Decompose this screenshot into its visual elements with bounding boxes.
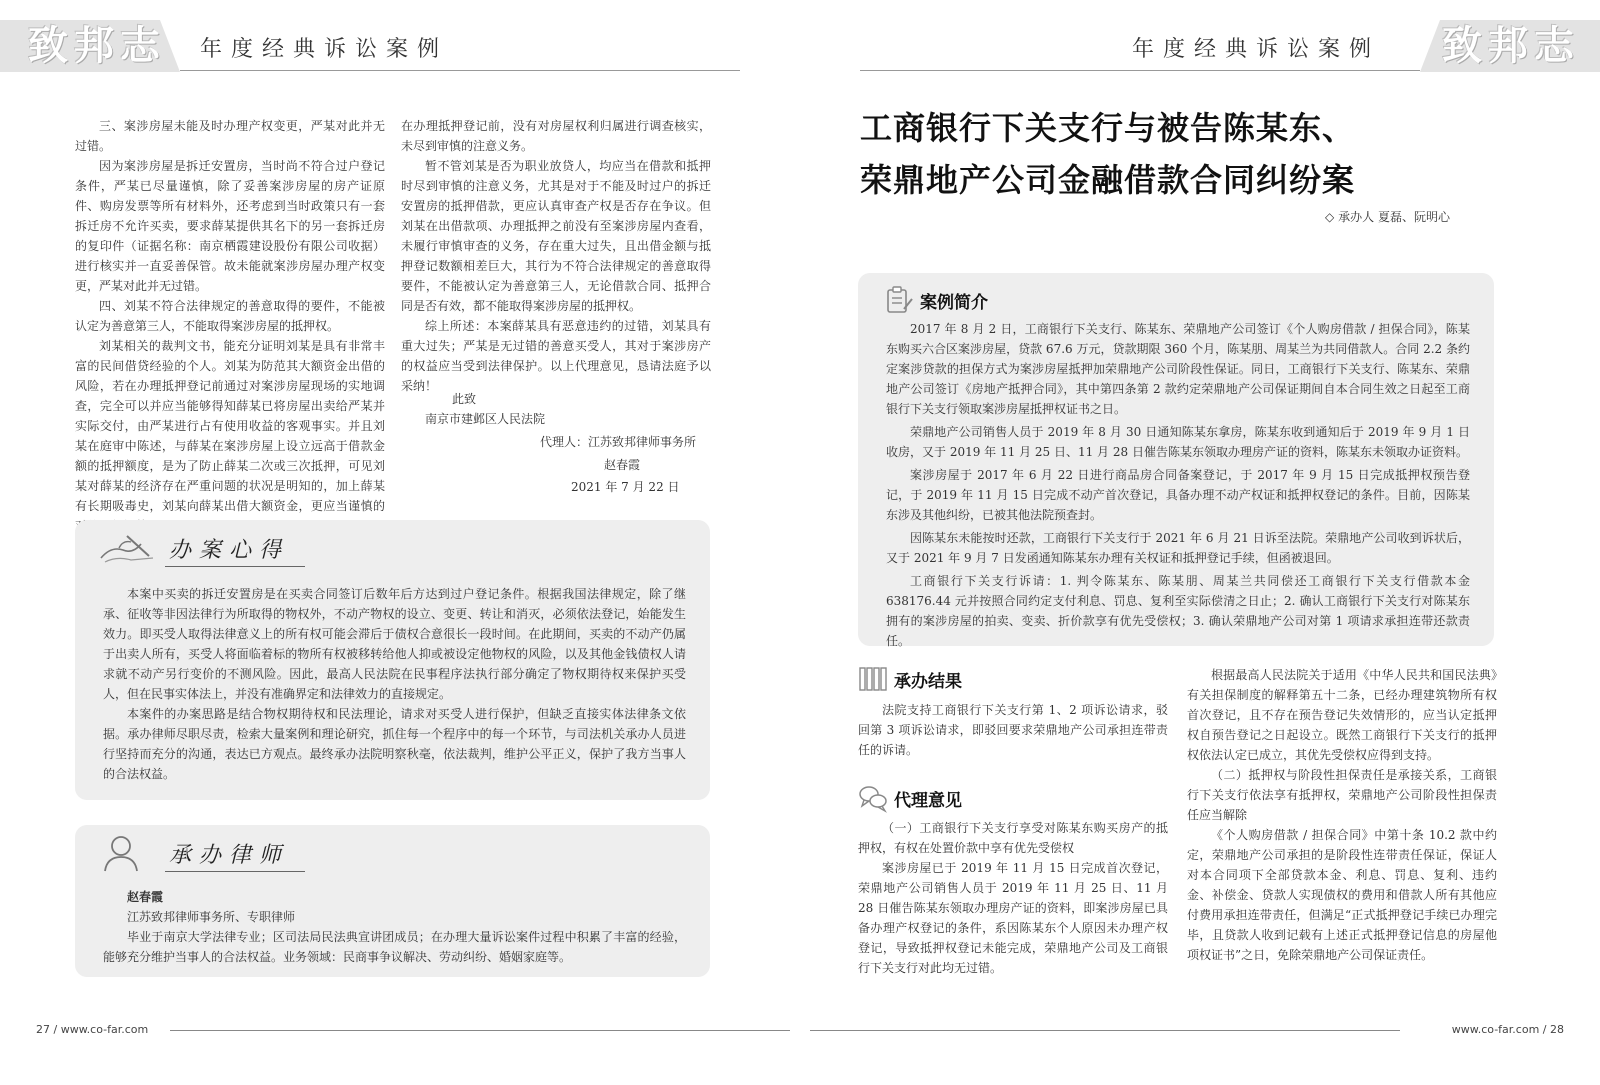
speech-bubbles-icon: [858, 783, 888, 813]
lawyer-body: [103, 887, 686, 967]
handlers-text: 承办人 夏磊、阮明心: [1338, 210, 1450, 224]
bars-icon: [858, 664, 888, 694]
opinion-heading: [858, 783, 962, 813]
footer-rule-right: [810, 1030, 1400, 1031]
footer-url-left[interactable]: / www.co-far.com: [53, 1023, 149, 1036]
paragraph: 荣鼎地产公司销售人员于 2019 年 8 月 30 日通知陈某东拿房，陈某东收到通知后于 2019 年 9 月 1 日收房，又于 2019 年 11 月 25 日、11 月 28 日催告陈某东领取办理房产证的资料，陈某东未领取办证资料。: [886, 425, 1470, 459]
result-body: [858, 700, 1168, 760]
diamond-icon: ◇: [1324, 210, 1335, 224]
right-page-column-2: [1187, 665, 1497, 965]
paragraph: 在办理抵押登记前，没有对房屋权利归属进行调查核实，未尽到审慎的注意义务。: [401, 119, 711, 153]
pen-hand-icon: [97, 528, 159, 572]
closing-agent: 代理人：江苏致邦律师事务所: [540, 435, 697, 449]
insights-heading: [97, 530, 305, 570]
paragraph: 因为案涉房屋是拆迁安置房，当时尚不符合过户登记条件，严某已尽量谨慎，除了妥善案涉房屋的房产证原件、购房发票等所有材料外，还考虑到当时政策只有一套拆迁房不允许买卖，要求薛某提供其名下的另一套拆迁房的复印件（证据名称：南京栖霞建设股份有限公司收据）进行核实并一直妥善保管。故未能就案涉房屋办理产权变更，严某对此并无过错。: [75, 159, 385, 293]
opinion-body: [858, 818, 1168, 978]
lawyer-affiliation: 江苏致邦律师事务所、专职律师: [127, 910, 296, 924]
insights-body: [103, 584, 686, 784]
header-rule-right: [860, 70, 1420, 71]
opinion-heading-label: 代理意见: [894, 790, 962, 811]
case-handlers: [1325, 208, 1450, 225]
closing-date: 2021 年 7 月 22 日: [571, 480, 680, 494]
case-intro-heading-label: 案例简介: [920, 292, 988, 313]
paragraph: 因陈某东未能按时还款，工商银行下关支行于 2021 年 6 月 21 日诉至法院。荣鼎地产公司收到诉状后，又于 2021 年 9 月 7 日发函通知陈某东办理有关权证和抵押登记手续，但函被退回。: [886, 531, 1470, 565]
paragraph: 法院支持工商银行下关支行第 1、2 项诉讼请求，驳回第 3 项诉讼请求，即驳回要求荣鼎地产公司承担连带责任的诉请。: [858, 703, 1168, 757]
paragraph: （二）抵押权与阶段性担保责任是承接关系，工商银行下关支行依法享有抵押权，荣鼎地产公司阶段性担保责任应当解除: [1187, 768, 1497, 822]
lawyer-bio: 毕业于南京大学法律专业；区司法局民法典宣讲团成员；在办理大量诉讼案件过程中积累了丰富的经验，能够充分维护当事人的合法权益。业务领域：民商事争议解决、劳动纠纷、婚姻家庭等。: [103, 930, 686, 964]
paragraph: 刘某相关的裁判文书，能充分证明刘某是具有非常丰富的民间借贷经验的个人。刘某为防范其大额资金出借的风险，若在办理抵押登记前通过对案涉房屋现场的实地调查，完全可以并应当能够得知薛某已将房屋出卖给严某并实际交付，由严某进行占有使用收益的客观事实。并且刘某在庭审中陈述，与薛某在案涉房屋上设立远高于借款金额的抵押额度，是为了防止薛某二次或三次抵押，可见刘某对薛某的经济存在严重问题的状况是明知的，加上薛某有长期吸毒史，刘某向薛某出借大额资金，更应当谨慎的: [75, 339, 385, 513]
paragraph: 本案件的办案思路是结合物权期待权和民法理论，请求对买受人进行保护，但缺乏直接实体法律条文依据。承办律师尽职尽责，检索大量案例和理论研究，抓住每一个程序中的每一个环节，与司法机关承办人员进行坚持而充分的沟通，表达已方观点。最终承办法院明察秋毫，依法裁判，维护公平正义，保护了我方当事人的合法权益。: [103, 707, 686, 781]
case-intro-panel: [858, 273, 1494, 646]
paragraph: 四、刘某不符合法律规定的善意取得的要件，不能被认定为善意第三人，不能取得案涉房屋的抵押权。: [75, 299, 385, 333]
paragraph: （一）工商银行下关支行享受对陈某东购买房产的抵押权，有权在处置价款中享有优先受偿权: [858, 821, 1168, 855]
insights-panel: [75, 520, 710, 800]
paragraph: 暂不管刘某是否为职业放贷人，均应当在借款和抵押时尽到审慎的注意义务，尤其是对于不能及时过户的拆迁安置房的抵押借款，更应认真审查产权是否存在争议。但刘某在出借款项、办理抵押之前没有至案涉房屋内查看，未履行审慎审查的义务，存在重大过失，且出借金额与抵押登记数额相差巨大，其行为不符合法律规定的善意取得要件，不能被认定为善意第三人，无论借款合同、抵押合同是否有效，都不能取得案涉房屋的抵押权。: [401, 159, 711, 313]
section-title-left: 年度经典诉讼案例: [200, 37, 449, 62]
paragraph: 根据最高人民法院关于适用《中华人民共和国民法典》有关担保制度的解释第五十二条，已经办理建筑物所有权首次登记，且不存在预告登记失效情形的，应当认定抵押权自预告登记之日起设立。既然工商银行下关支行的抵押权依法认定已成立，其优先受偿权应得到支持。: [1187, 668, 1497, 762]
paragraph: 2017 年 8 月 2 日，工商银行下关支行、陈某东、荣鼎地产公司签订《个人购房借款 / 担保合同》，陈某东购买六合区案涉房屋，贷款 67.6 万元，贷款期限 360 个月，陈某朋、周某兰为共同借款人。合同 2.2 条约定案涉贷款的担保方式为案涉房屋抵押加荣鼎地产公司阶段性保证。同日，工商银行下关支行、陈某东、荣鼎地产公司签订《房地产抵押合同》，其中第四条第 2 款约定荣鼎地产公司保证期间自本合同生效之日起至工商银行下关支行领取案涉房屋抵押权证书之日。: [886, 322, 1470, 416]
closing-name: 赵春霞: [604, 458, 641, 472]
paragraph: 本案中买卖的拆迁安置房是在买卖合同签订后数年后方达到过户登记条件。根据我国法律规定，除了继承、征收等非因法律行为所取得的物权外，不动产物权的设立、变更、转让和消灭，必须依法登记，始能发生效力。即买受人取得法律意义上的所有权可能会滞后于债权合意很长一段时间。在此期间，买卖的不动产仍属于出卖人所有，买受人将面临着标的物所有权被移转给他人抑或被设定他物权的风险，以及其他金钱债权人请求就不动产另行变价的不测风险。因此，最高人民法院在民事程序法执行部分确定了物权期待权来保护买受人，但在民事实体法上，并没有准确界定和法律效力的直接规定。: [103, 587, 686, 701]
paragraph: 案涉房屋已于 2019 年 11 月 15 日完成首次登记，荣鼎地产公司销售人员于 2019 年 11 月 25 日、11 月 28 日催告陈某东领取办理房产证的资料，即案涉房屋已具备办理产权登记的条件，系因陈某东个人原因未办理产权登记，导致抵押权登记未能完成，荣鼎地产公司及工商银行下关支行对此均无过错。: [858, 861, 1168, 975]
header-rule-left: [180, 70, 740, 71]
lawyer-name: 赵春霞: [127, 890, 164, 904]
footer-url-right[interactable]: www.co-far.com /: [1451, 1023, 1547, 1036]
page-number-left: 27: [36, 1023, 50, 1036]
clipboard-icon: [884, 285, 914, 315]
result-heading-label: 承办结果: [894, 671, 962, 692]
lawyer-heading: [97, 835, 305, 875]
left-page-column-1: [75, 116, 385, 536]
paragraph: 《个人购房借款 / 担保合同》中第十条 10.2 款中约定，荣鼎地产公司承担的是阶段性连带责任保证，保证人对本合同项下全部贷款本金、利息、罚息、复利、违约金、补偿金、贷款人实现债权的费用和借款人所有其他应付费用承担连带责任，但满足“正式抵押登记手续已办理完毕，且贷款人收到记载有上述正式抵押登记信息的房屋他项权证书”之日，免除荣鼎地产公司保证责任。: [1187, 828, 1497, 962]
closing-court: 南京市建邺区人民法院: [425, 412, 546, 426]
case-title-line-2: 荣鼎地产公司金融借款合同纠纷案: [860, 161, 1356, 199]
brand-logo-right: 致邦志: [1442, 23, 1580, 69]
footer-rule-left: [170, 1030, 790, 1031]
lawyer-heading-label: 承办律师: [165, 838, 305, 872]
case-intro-body: [886, 319, 1470, 654]
result-heading: [858, 664, 962, 694]
paragraph: 三、案涉房屋未能及时办理产权变更，严某对此并无过错。: [75, 119, 385, 153]
footer-left: [36, 1023, 148, 1036]
footer-right: [1452, 1023, 1564, 1036]
lawyer-panel: [75, 825, 710, 977]
case-title: [860, 102, 1500, 206]
page-number-right: 28: [1550, 1023, 1564, 1036]
left-page-column-2: [401, 116, 711, 396]
closing-salutation: 此致: [452, 392, 477, 406]
paragraph: 工商银行下关支行诉请：1. 判令陈某东、陈某朋、周某兰共同偿还工商银行下关支行借款本金 638176.44 元并按照合同约定支付利息、罚息、复利至实际偿清之日止；2. 确认工商银行下关支行对陈某东拥有的案涉房屋的拍卖、变卖、折价款享有优先受偿权；3. 确认荣鼎地产公司对第 1 项请求承担连带还款责任。: [886, 574, 1470, 648]
insights-heading-label: 办案心得: [165, 533, 305, 567]
section-title-right: 年度经典诉讼案例: [1131, 37, 1380, 62]
person-outline-icon: [97, 833, 159, 877]
brand-logo-left: 致邦志: [28, 23, 166, 69]
case-intro-heading: [884, 285, 988, 315]
paragraph: 综上所述：本案薛某具有恶意违约的过错，刘某具有重大过失；严某是无过错的善意买受人，其对于案涉房产的权益应当受到法律保护。以上代理意见，恳请法庭予以采纳！: [401, 319, 711, 393]
paragraph: 案涉房屋于 2017 年 6 月 22 日进行商品房合同备案登记，于 2017 年 9 月 15 日完成抵押权预告登记，于 2019 年 11 月 15 日完成不动产首次登记，具备办理不动产权证和抵押权登记的条件。目前，因陈某东涉及其他纠纷，已被其他法院预查封。: [886, 468, 1470, 522]
case-title-line-1: 工商银行下关支行与被告陈某东、: [860, 109, 1356, 147]
